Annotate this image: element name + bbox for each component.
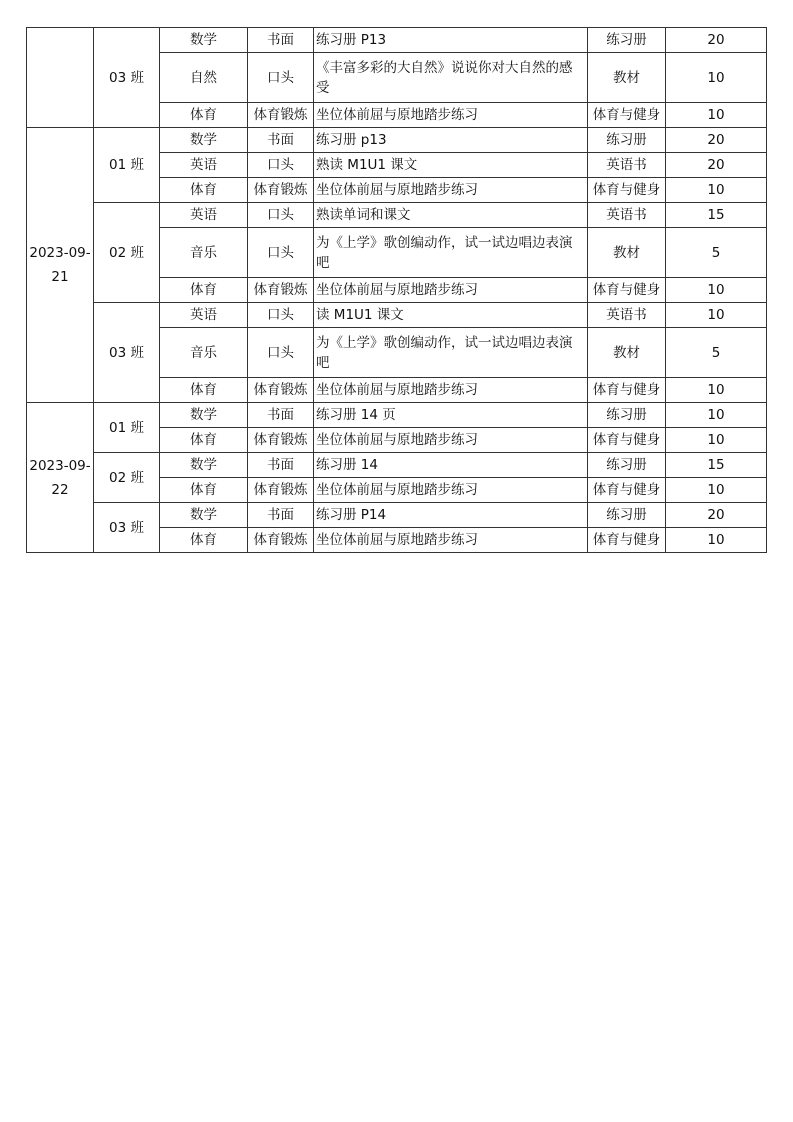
subject-cell: 体育 — [160, 528, 248, 553]
table-row — [27, 503, 767, 528]
material-cell: 教材 — [588, 53, 666, 103]
material-cell: 体育与健身 — [588, 428, 666, 453]
subject-cell: 体育 — [160, 378, 248, 403]
date-cell — [27, 28, 94, 128]
homework-table — [26, 27, 767, 553]
subject-cell: 自然 — [160, 53, 248, 103]
table-row — [27, 403, 767, 428]
subject-cell: 体育 — [160, 178, 248, 203]
table-row — [27, 28, 767, 53]
duration-minutes-cell: 10 — [666, 53, 767, 103]
material-cell: 练习册 — [588, 28, 666, 53]
class-cell: 01 班 — [94, 403, 160, 453]
class-cell: 01 班 — [94, 128, 160, 203]
homework-sheet — [26, 27, 767, 553]
homework-content-cell: 练习册 p13 — [314, 128, 588, 153]
class-cell: 03 班 — [94, 303, 160, 403]
duration-minutes-cell: 10 — [666, 478, 767, 503]
subject-cell: 数学 — [160, 503, 248, 528]
homework-content-cell: 坐位体前屈与原地踏步练习 — [314, 103, 588, 128]
homework-content-cell: 练习册 P14 — [314, 503, 588, 528]
homework-type-cell: 口头 — [248, 203, 314, 228]
material-cell: 体育与健身 — [588, 103, 666, 128]
subject-cell: 体育 — [160, 428, 248, 453]
material-cell: 练习册 — [588, 403, 666, 428]
subject-cell: 英语 — [160, 203, 248, 228]
duration-minutes-cell: 10 — [666, 378, 767, 403]
class-cell: 03 班 — [94, 503, 160, 553]
homework-type-cell: 体育锻炼 — [248, 278, 314, 303]
subject-cell: 英语 — [160, 303, 248, 328]
homework-type-cell: 口头 — [248, 328, 314, 378]
subject-cell: 英语 — [160, 153, 248, 178]
class-cell: 03 班 — [94, 28, 160, 128]
duration-minutes-cell: 20 — [666, 28, 767, 53]
homework-type-cell: 口头 — [248, 303, 314, 328]
duration-minutes-cell: 5 — [666, 328, 767, 378]
homework-content-cell: 坐位体前屈与原地踏步练习 — [314, 528, 588, 553]
duration-minutes-cell: 20 — [666, 503, 767, 528]
homework-type-cell: 书面 — [248, 28, 314, 53]
homework-content-cell: 读 M1U1 课文 — [314, 303, 588, 328]
duration-minutes-cell: 10 — [666, 403, 767, 428]
homework-content-cell: 熟读 M1U1 课文 — [314, 153, 588, 178]
material-cell: 教材 — [588, 328, 666, 378]
date-cell: 2023-09-21 — [27, 128, 94, 403]
homework-type-cell: 体育锻炼 — [248, 478, 314, 503]
table-row — [27, 303, 767, 328]
homework-type-cell: 体育锻炼 — [248, 103, 314, 128]
table-row — [27, 453, 767, 478]
homework-type-cell: 书面 — [248, 128, 314, 153]
homework-type-cell: 口头 — [248, 153, 314, 178]
duration-minutes-cell: 10 — [666, 528, 767, 553]
material-cell: 练习册 — [588, 503, 666, 528]
homework-content-cell: 为《上学》歌创编动作，试一试边唱边表演吧 — [314, 228, 588, 278]
homework-content-cell: 练习册 14 页 — [314, 403, 588, 428]
homework-type-cell: 书面 — [248, 403, 314, 428]
material-cell: 练习册 — [588, 128, 666, 153]
material-cell: 体育与健身 — [588, 278, 666, 303]
subject-cell: 体育 — [160, 103, 248, 128]
homework-content-cell: 坐位体前屈与原地踏步练习 — [314, 278, 588, 303]
homework-type-cell: 口头 — [248, 228, 314, 278]
homework-content-cell: 坐位体前屈与原地踏步练习 — [314, 178, 588, 203]
homework-type-cell: 体育锻炼 — [248, 178, 314, 203]
homework-type-cell: 书面 — [248, 503, 314, 528]
homework-content-cell: 练习册 14 — [314, 453, 588, 478]
material-cell: 英语书 — [588, 203, 666, 228]
class-cell: 02 班 — [94, 453, 160, 503]
homework-type-cell: 书面 — [248, 453, 314, 478]
subject-cell: 数学 — [160, 128, 248, 153]
duration-minutes-cell: 15 — [666, 453, 767, 478]
duration-minutes-cell: 10 — [666, 428, 767, 453]
homework-content-cell: 坐位体前屈与原地踏步练习 — [314, 478, 588, 503]
material-cell: 体育与健身 — [588, 178, 666, 203]
homework-content-cell: 练习册 P13 — [314, 28, 588, 53]
material-cell: 体育与健身 — [588, 478, 666, 503]
duration-minutes-cell: 20 — [666, 128, 767, 153]
duration-minutes-cell: 10 — [666, 103, 767, 128]
class-cell: 02 班 — [94, 203, 160, 303]
material-cell: 练习册 — [588, 453, 666, 478]
material-cell: 体育与健身 — [588, 528, 666, 553]
subject-cell: 数学 — [160, 453, 248, 478]
subject-cell: 体育 — [160, 278, 248, 303]
homework-type-cell: 体育锻炼 — [248, 428, 314, 453]
material-cell: 教材 — [588, 228, 666, 278]
duration-minutes-cell: 5 — [666, 228, 767, 278]
subject-cell: 音乐 — [160, 328, 248, 378]
homework-content-cell: 为《上学》歌创编动作，试一试边唱边表演吧 — [314, 328, 588, 378]
duration-minutes-cell: 10 — [666, 178, 767, 203]
homework-content-cell: 坐位体前屈与原地踏步练习 — [314, 428, 588, 453]
material-cell: 英语书 — [588, 303, 666, 328]
material-cell: 体育与健身 — [588, 378, 666, 403]
homework-content-cell: 坐位体前屈与原地踏步练习 — [314, 378, 588, 403]
homework-type-cell: 体育锻炼 — [248, 528, 314, 553]
homework-content-cell: 《丰富多彩的大自然》说说你对大自然的感受 — [314, 53, 588, 103]
material-cell: 英语书 — [588, 153, 666, 178]
homework-content-cell: 熟读单词和课文 — [314, 203, 588, 228]
homework-type-cell: 体育锻炼 — [248, 378, 314, 403]
homework-type-cell: 口头 — [248, 53, 314, 103]
duration-minutes-cell: 15 — [666, 203, 767, 228]
duration-minutes-cell: 10 — [666, 278, 767, 303]
subject-cell: 体育 — [160, 478, 248, 503]
date-cell: 2023-09-22 — [27, 403, 94, 553]
duration-minutes-cell: 10 — [666, 303, 767, 328]
subject-cell: 音乐 — [160, 228, 248, 278]
subject-cell: 数学 — [160, 403, 248, 428]
duration-minutes-cell: 20 — [666, 153, 767, 178]
subject-cell: 数学 — [160, 28, 248, 53]
table-row — [27, 203, 767, 228]
table-row — [27, 128, 767, 153]
